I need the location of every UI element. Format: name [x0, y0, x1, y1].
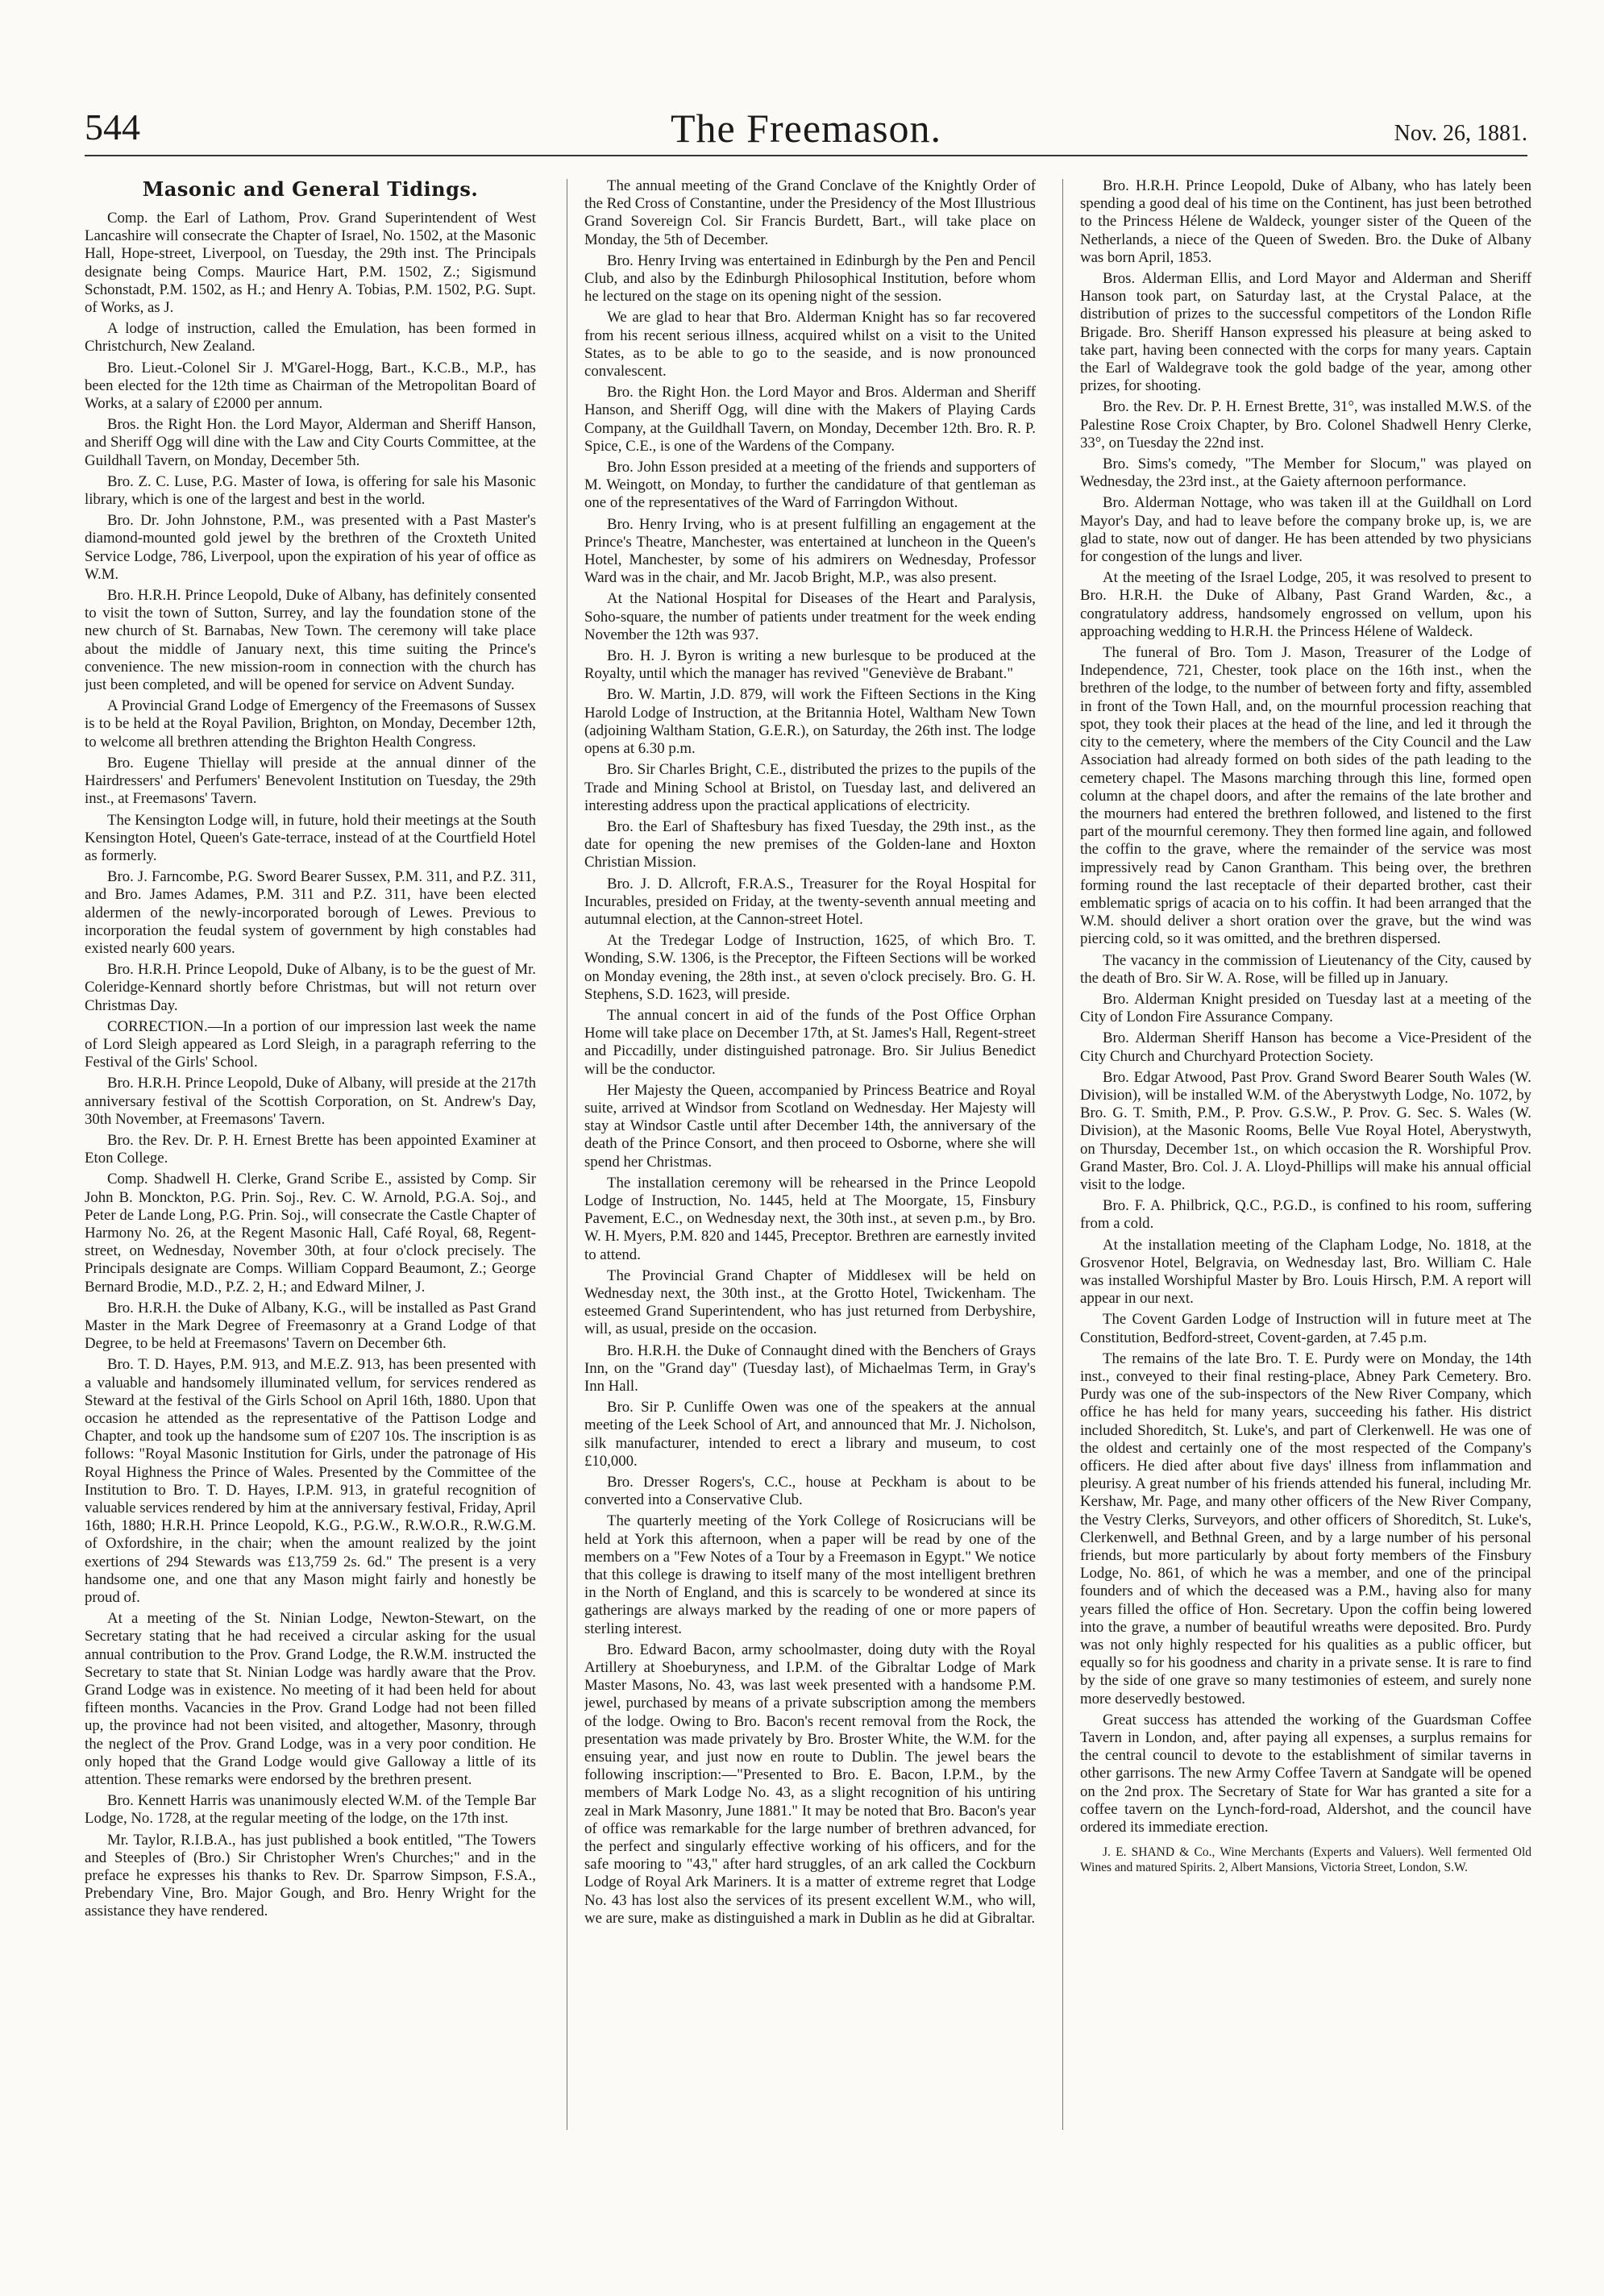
news-paragraph: Bro. Edgar Atwood, Past Prov. Grand Sword Bearer South Wales (W. Division), will be installed W.M. of the Aberystwyth Lodge, No. 1072, by Bro. G. T. Smith, P.M., P. Prov. G.S.W., P. Prov. G. Sec. S. Wales (W. Division), at the Masonic Rooms, Belle Vue Royal Hotel, Aberystwyth, on Thursday, December 1st., on which occasion the R. Worshipful Prov. Grand Master, Bro. Col. J. A. Lloyd-Phillips will make his annual official visit to the lodge.: [1080, 1068, 1531, 1193]
news-paragraph: Bro. H.R.H. Prince Leopold, Duke of Albany, is to be the guest of Mr. Coleridge-Kennard shortly before Christmas, but will not return over Christmas Day.: [85, 961, 536, 1014]
column-2: [584, 177, 1036, 2136]
news-paragraph: Bro. H.R.H. Prince Leopold, Duke of Albany, will preside at the 217th anniversary festival of the Scottish Corporation, on St. Andrew's Day, 30th November, at Freemasons' Tavern.: [85, 1075, 536, 1128]
news-paragraph: Bros. the Right Hon. the Lord Mayor, Alderman and Sheriff Hanson, and Sheriff Ogg will dine with the Law and City Courts Committee, at the Guildhall Tavern, on Monday, December 5th.: [85, 416, 536, 469]
news-paragraph: Bro. H. J. Byron is writing a new burlesque to be produced at the Royalty, until which the manager has revived "Geneviève de Brabant.": [584, 647, 1036, 683]
news-paragraph: Bro. H.R.H. Prince Leopold, Duke of Albany, who has lately been spending a good deal of his time on the Continent, has just been betrothed to the Princess Hélene de Waldeck, younger sister of the Queen of the Netherlands, a niece of the Queen of Sweden. Bro. the Duke of Albany was born April, 1853.: [1080, 177, 1531, 266]
column-1: [85, 177, 536, 2136]
news-paragraph: Bro. Kennett Harris was unanimously elected W.M. of the Temple Bar Lodge, No. 1728, at the regular meeting of the lodge, on the 17th inst.: [85, 1792, 536, 1828]
news-paragraph: We are glad to hear that Bro. Alderman Knight has so far recovered from his recent serious illness, acquired whilst on a visit to the United States, as to be able to go to the seaside, and is now pronounced convalescent.: [584, 309, 1036, 381]
news-paragraph: Bro. W. Martin, J.D. 879, will work the Fifteen Sections in the King Harold Lodge of Instruction, at the Britannia Hotel, Waltham New Town (adjoining Waltham Station, G.E.R.), on Saturday, the 26th inst. The lodge opens at 6.30 p.m.: [584, 686, 1036, 758]
news-paragraph: Bros. Alderman Ellis, and Lord Mayor and Alderman and Sheriff Hanson took part, on Saturday last, at the Crystal Palace, at the distribution of prizes to the successful competitors of the London Rifle Brigade. Bro. Sheriff Hanson expressed his pleasure at being asked to take part, having been connected with the corps for many years. Captain the Earl of Waldegrave took the gold badge of the year, among other prizes, for shooting.: [1080, 270, 1531, 395]
news-paragraph: A Provincial Grand Lodge of Emergency of the Freemasons of Sussex is to be held at the Royal Pavilion, Brighton, on Monday, December 12th, to welcome all brethren attending the Brighton Health Congress.: [85, 697, 536, 751]
news-paragraph: Comp. the Earl of Lathom, Prov. Grand Superintendent of West Lancashire will consecrate the Chapter of Israel, No. 1502, at the Masonic Hall, Hope-street, Liverpool, on Tuesday, the 29th inst. The Principals designate being Comps. Maurice Hart, P.M. 1502, Z.; Sigismund Schonstadt, P.M. 1502, as H.; and Henry A. Tobias, P.M. 1502, P.G. Supt. of Works, as J.: [85, 210, 536, 317]
news-paragraph: Bro. Henry Irving was entertained in Edinburgh by the Pen and Pencil Club, and also by the Edinburgh Philosophical Institution, before whom he lectured on the stage on its opening night of the session.: [584, 252, 1036, 306]
news-paragraph: Bro. Alderman Nottage, who was taken ill at the Guildhall on Lord Mayor's Day, and had to leave before the company broke up, is, we are glad to state, now out of danger. He has been attended by two physicians for congestion of the lungs and liver.: [1080, 494, 1531, 566]
news-paragraph: The vacancy in the commission of Lieutenancy of the City, caused by the death of Bro. Sir W. A. Rose, will be filled up in January.: [1080, 951, 1531, 987]
news-paragraph: Her Majesty the Queen, accompanied by Princess Beatrice and Royal suite, arrived at Windsor from Scotland on Wednesday. Her Majesty will stay at Windsor Castle until after December 14th, the anniversary of the death of the Prince Consort, and then proceed to Osborne, where she will spend her Christmas.: [584, 1081, 1036, 1171]
news-paragraph: Bro. H.R.H. the Duke of Albany, K.G., will be installed as Past Grand Master in the Mark Degree of Freemasonry at a Grand Lodge of that Degree, to be held at Freemasons' Tavern on December 6th.: [85, 1299, 536, 1353]
news-paragraph: Bro. Sir Charles Bright, C.E., distributed the prizes to the pupils of the Trade and Mining School at Bristol, on Tuesday last, and delivered an interesting address upon the practical applications of electricity.: [584, 761, 1036, 814]
column-3: [1080, 177, 1531, 2136]
news-paragraph: At the installation meeting of the Clapham Lodge, No. 1818, at the Grosvenor Hotel, Belgravia, on Wednesday last, Bro. William C. Hale was installed Worshipful Master by Bro. Louis Hirsch, P.M. A report will appear in our next.: [1080, 1236, 1531, 1308]
news-paragraph: Bro. Sir P. Cunliffe Owen was one of the speakers at the annual meeting of the Leek School of Art, and announced that Mr. J. Nicholson, silk manufacturer, intended to erect a library and museum, to cost £10,000.: [584, 1399, 1036, 1470]
news-paragraph: The Provincial Grand Chapter of Middlesex will be held on Wednesday next, the 30th inst., at the Grotto Hotel, Twickenham. The esteemed Grand Superintendent, who has just returned from Derbyshire, will, as usual, preside on the occasion.: [584, 1267, 1036, 1338]
news-paragraph: The quarterly meeting of the York College of Rosicrucians will be held at York this afternoon, when a paper will be read by one of the members on a "Few Notes of a Tour by a Freemason in Egypt." We notice that this college is drawing to itself many of the most intelligent brethren in the North of England, and this is scarcely to be wondered at since its gatherings are always marked by the reading of one or more papers of sterling interest.: [584, 1512, 1036, 1637]
news-paragraph: Bro. Sims's comedy, "The Member for Slocum," was played on Wednesday, the 23rd inst., at the Gaiety afternoon performance.: [1080, 455, 1531, 491]
news-paragraph: The Kensington Lodge will, in future, hold their meetings at the South Kensington Hotel, Queen's Gate-terrace, instead of at the Courtfield Hotel as formerly.: [85, 811, 536, 864]
news-paragraph: The funeral of Bro. Tom J. Mason, Treasurer of the Lodge of Independence, 721, Chester, took place on the 16th inst., when the brethren of the lodge, to the number of between forty and fifty, assembled in front of the Town Hall, and, on the mournful procession reaching that spot, they took their places at the head of the line, and led it through the city to the cemetery, where the members of the City Council and the Law Association had already formed on both sides of the path leading to the cemetery chapel. The Masons marching through this line, formed open column at the chapel doors, and after the remains of the late brother and the mourners had entered the brethren followed, and listened to the first part of the mournful ceremony. They then formed line again, and followed the coffin to the grave, where the remainder of the service was most impressively read by Canon Grantham. This being over, the brethren forming round the last receptacle of their departed brother, cast their emblematic sprigs of acacia on to his coffin. It had been arranged that the W.M. should deliver a short oration over the grave, but the wind was piercing cold, so it was omitted, and the brethren dispersed.: [1080, 644, 1531, 948]
news-paragraph: Bro. Edward Bacon, army schoolmaster, doing duty with the Royal Artillery at Shoeburyness, and I.P.M. of the Gibraltar Lodge of Mark Master Masons, No. 43, was last week presented with a handsome P.M. jewel, purchased by means of a private subscription among the members of the lodge. Owing to Bro. Bacon's recent removal from the Rock, the presentation was made privately by Bro. Broster White, the W.M. for the ensuing year, and just now en route to Dublin. The jewel bears the following inscription:—"Presented to Bro. E. Bacon, I.P.M., by the members of Mark Lodge No. 43, as a slight recognition of his untiring zeal in Mark Masonry, June 1881." It may be noted that Bro. Bacon's year of office was remarkable for the large number of brethren advanced, for the perfect and singularly effective working of his officers, and for the safe mooring to "43," after hard struggles, of an ark called the Cockburn Lodge of Royal Ark Mariners. It is a matter of extreme regret that Lodge No. 43 has lost also the services of its present excellent W.M., who will, we are sure, make as distinguished a mark in Dublin as he did at Gibraltar.: [584, 1641, 1036, 1927]
news-paragraph: Great success has attended the working of the Guardsman Coffee Tavern in London, and, after paying all expenses, a surplus remains for the central council to devote to the establishment of similar taverns in other garrisons. The new Army Coffee Tavern at Sandgate will be opened on the 2nd prox. The Secretary of State for War has granted a site for a coffee tavern on the Lynch-ford-road, Aldershot, and the council have ordered its immediate erection.: [1080, 1711, 1531, 1836]
advertisement: J. E. SHAND & Co., Wine Merchants (Experts and Valuers). Well fermented Old Wines and matured Spirits. 2, Albert Mansions, Victoria Street, London, S.W.: [1080, 1845, 1531, 1875]
page-header: [85, 105, 1527, 156]
news-paragraph: Bro. T. D. Hayes, P.M. 913, and M.E.Z. 913, has been presented with a valuable and handsomely illuminated vellum, for services rendered as Steward at the festival of the Girls School on April 16th, 1880. Upon that occasion he attended as the representative of the Pattison Lodge and Chapter, and took up the handsome sum of £207 10s. The inscription is as follows: "Royal Masonic Institution for Girls, under the patronage of His Royal Highness the Prince of Wales. Presented by the Committee of the Institution to Bro. T. D. Hayes, I.P.M. 913, in grateful recognition of valuable services rendered by him at the anniversary festival, Friday, April 16th, 1880; H.R.H. Prince Leopold, K.G., P.G.W., R.W.O.R., R.W.G.M. of Oxfordshire, in the chair; when the amount realized by the joint exertions of 294 Stewards was £13,759 2s. 6d." The present is a very handsome one, and one that any Mason might fairly and honestly be proud of.: [85, 1356, 536, 1607]
news-paragraph: Bro. Dr. John Johnstone, P.M., was presented with a Past Master's diamond-mounted gold jewel by the brethren of the Croxteth United Service Lodge, 786, Liverpool, upon the expiration of his year of office as W.M.: [85, 512, 536, 583]
news-paragraph: Bro. the Rev. Dr. P. H. Ernest Brette has been appointed Examiner at Eton College.: [85, 1131, 536, 1167]
news-paragraph: Bro. Henry Irving, who is at present fulfilling an engagement at the Prince's Theatre, Manchester, was entertained at luncheon in the Queen's Hotel, Manchester, by some of his admirers on Wednesday, Professor Ward was in the chair, and Mr. Jacob Bright, M.P., was also present.: [584, 515, 1036, 587]
news-paragraph: The installation ceremony will be rehearsed in the Prince Leopold Lodge of Instruction, No. 1445, held at The Moorgate, 15, Finsbury Pavement, E.C., on Wednesday next, the 30th inst., at seven p.m., by Bro. W. H. Myers, P.M. 820 and 1445, Preceptor. Brethren are earnestly invited to attend.: [584, 1174, 1036, 1263]
column-rule: [1062, 179, 1063, 2130]
masthead-title: The Freemason.: [670, 106, 942, 151]
news-paragraph: The remains of the late Bro. T. E. Purdy were on Monday, the 14th inst., conveyed to their final resting-place, Abney Park Cemetery. Bro. Purdy was one of the sub-inspectors of the New River Company, which office he has held for many years, succeeding his father. His district included Shoreditch, St. Luke's, and part of Clerkenwell. He was one of the oldest and certainly one of the most respected of the Company's officers. He died after about five days' illness from inflammation and pleurisy. A great number of his friends attended his funeral, including Mr. Kershaw, Mr. Page, and many other officers of the New River Company, the Vestry Clerks, Surveyors, and other officers of Shoreditch, St. Luke's, Clerkenwell, and Bethnal Green, and by a large number of his personal friends, but more particularly by about forty members of the Finsbury Lodge, No. 861, of which he was a member, and one of the principal founders and of which the deceased was a P.M., having also for many years filled the office of Hon. Secretary. Upon the coffin being lowered into the grave, a number of beautiful wreaths were deposited. Bro. Purdy was not only highly respected for his qualities as a public officer, but equally so for his goodness and charity in a private sense. It is rare to find by the side of one grave so many testimonies of esteem, and surely none more deservedly bestowed.: [1080, 1350, 1531, 1707]
news-paragraph: Bro. Alderman Knight presided on Tuesday last at a meeting of the City of London Fire Assurance Company.: [1080, 990, 1531, 1026]
news-paragraph: The annual concert in aid of the funds of the Post Office Orphan Home will take place on December 17th, at St. James's Hall, Regent-street and Piccadilly, under distinguished patronage. Bro. Sir Julius Benedict will be the conductor.: [584, 1006, 1036, 1078]
news-paragraph: Bro. the Earl of Shaftesbury has fixed Tuesday, the 29th inst., as the date for opening the new premises of the Golden-lane and Hoxton Christian Mission.: [584, 817, 1036, 871]
news-paragraph: At the meeting of the Israel Lodge, 205, it was resolved to present to Bro. H.R.H. the Duke of Albany, Past Grand Warden, &c., a congratulatory address, handsomely engrossed on vellum, upon his approaching wedding to H.R.H. the Princess Hélene of Waldeck.: [1080, 569, 1531, 640]
news-paragraph: CORRECTION.—In a portion of our impression last week the name of Lord Sleigh appeared as Lord Sleigh, in a paragraph referring to the Festival of the Girls' School.: [85, 1017, 536, 1071]
section-title: Masonic and General Tidings.: [142, 177, 479, 201]
news-paragraph: Bro. the Right Hon. the Lord Mayor and Bros. Alderman and Sheriff Hanson, and Sheriff Ogg, will dine with the Makers of Playing Cards Company, at the Guildhall Tavern, on Monday, December 12th. Bro. R. P. Spice, C.E., is one of the Wardens of the Company.: [584, 384, 1036, 455]
news-paragraph: The Covent Garden Lodge of Instruction will in future meet at The Constitution, Bedford-street, Covent-garden, at 7.45 p.m.: [1080, 1311, 1531, 1346]
news-paragraph: Bro. the Rev. Dr. P. H. Ernest Brette, 31°, was installed M.W.S. of the Palestine Rose Croix Chapter, by Bro. Colonel Shadwell Henry Clerke, 33°, on Tuesday the 22nd inst.: [1080, 398, 1531, 451]
news-paragraph: Bro. Z. C. Luse, P.G. Master of Iowa, is offering for sale his Masonic library, which is one of the largest and best in the world.: [85, 472, 536, 509]
news-paragraph: At the National Hospital for Diseases of the Heart and Paralysis, Soho-square, the number of patients under treatment for the week ending November the 12th was 937.: [584, 590, 1036, 643]
news-paragraph: Bro. Lieut.-Colonel Sir J. M'Garel-Hogg, Bart., K.C.B., M.P., has been elected for the 12th time as Chairman of the Metropolitan Board of Works, at a salary of £2000 per annum.: [85, 359, 536, 413]
news-paragraph: Mr. Taylor, R.I.B.A., has just published a book entitled, "The Towers and Steeples of (Bro.) Sir Christopher Wren's Churches;" and in the preface he expresses his thanks to Rev. Dr. Sparrow Simpson, F.S.A., Prebendary Vine, Bro. Major Gough, and Bro. Henry Wright for the assistance they have rendered.: [85, 1831, 536, 1920]
page-number: 544: [85, 106, 140, 148]
issue-date: Nov. 26, 1881.: [1394, 121, 1527, 146]
news-paragraph: Bro. F. A. Philbrick, Q.C., P.G.D., is confined to his room, suffering from a cold.: [1080, 1197, 1531, 1233]
news-paragraph: Bro. Dresser Rogers's, C.C., house at Peckham is about to be converted into a Conservative Club.: [584, 1474, 1036, 1509]
news-paragraph: Bro. H.R.H. Prince Leopold, Duke of Albany, has definitely consented to visit the town of Sutton, Surrey, and lay the foundation stone of the new church of St. Barnabas, New Town. The ceremony will take place about the middle of January next, this time suiting the Prince's convenience. The new mission-room in connection with the church has just been completed, and will be opened for service on Advent Sunday.: [85, 587, 536, 694]
news-paragraph: Bro. Eugene Thiellay will preside at the annual dinner of the Hairdressers' and Perfumers' Benevolent Institution on Tuesday, the 29th inst., at Freemasons' Tavern.: [85, 754, 536, 808]
news-paragraph: A lodge of instruction, called the Emulation, has been formed in Christchurch, New Zealand.: [85, 320, 536, 356]
news-paragraph: Comp. Shadwell H. Clerke, Grand Scribe E., assisted by Comp. Sir John B. Monckton, P.G. Prin. Soj., Rev. C. W. Arnold, P.G.A. Soj., and Peter de Lande Long, P.G. Prin. Soj., will consecrate the Castle Chapter of Harmony No. 26, at the Regent Masonic Hall, Café Royal, 68, Regent-street, on Wednesday, November 30th, at four o'clock precisely. The Principals designate are Comps. William Coppard Beaumont, Z.; George Bernard Brodie, M.D., P.Z. 2, H.; and Edward Milner, J.: [85, 1171, 536, 1296]
news-paragraph: Bro. H.R.H. the Duke of Connaught dined with the Benchers of Grays Inn, on the "Grand day" (Tuesday last), of Michaelmas Term, in Gray's Inn Hall.: [584, 1341, 1036, 1395]
news-paragraph: Bro. J. D. Allcroft, F.R.A.S., Treasurer for the Royal Hospital for Incurables, presided on Friday, at the twenty-seventh annual meeting and autumnal election, at the Cannon-street Hotel.: [584, 875, 1036, 928]
news-paragraph: Bro. Alderman Sheriff Hanson has become a Vice-President of the City Church and Churchyard Protection Society.: [1080, 1029, 1531, 1065]
news-paragraph: Bro. John Esson presided at a meeting of the friends and supporters of M. Weingott, on Monday, to further the candidature of that gentleman as one of the representatives of the Ward of Farringdon Without.: [584, 459, 1036, 512]
news-paragraph: At the Tredegar Lodge of Instruction, 1625, of which Bro. T. Wonding, S.W. 1306, is the Preceptor, the Fifteen Sections will be worked on Monday evening, the 28th inst., at seven o'clock precisely. Bro. G. H. Stephens, S.D. 1623, will preside.: [584, 932, 1036, 1003]
news-paragraph: Bro. J. Farncombe, P.G. Sword Bearer Sussex, P.M. 311, and P.Z. 311, and Bro. James Adames, P.M. 311 and P.Z. 311, have been elected aldermen of the newly-incorporated borough of Lewes. Previous to incorporation the feudal system of government by high constables had existed nearly 600 years.: [85, 868, 536, 957]
news-paragraph: The annual meeting of the Grand Conclave of the Knightly Order of the Red Cross of Constantine, under the Presidency of the Most Illustrious Grand Sovereign Col. Sir Francis Burdett, Bart., will take place on Monday, the 5th of December.: [584, 177, 1036, 248]
news-paragraph: At a meeting of the St. Ninian Lodge, Newton-Stewart, on the Secretary stating that he had received a circular asking for the usual annual contribution to the Prov. Grand Lodge, the R.W.M. instructed the Secretary to state that St. Ninian Lodge was hardly aware that the Prov. Grand Lodge was in existence. No meeting of it had been held for about fifteen months. Vacancies in the Prov. Grand Lodge had not been filled up, the province had not been visited, and altogether, Masonry, through the neglect of the Prov. Grand Lodge, was in a very poor condition. He only hoped that the Grand Lodge would give Galloway a little of its attention. These remarks were endorsed by the brethren present.: [85, 1610, 536, 1789]
